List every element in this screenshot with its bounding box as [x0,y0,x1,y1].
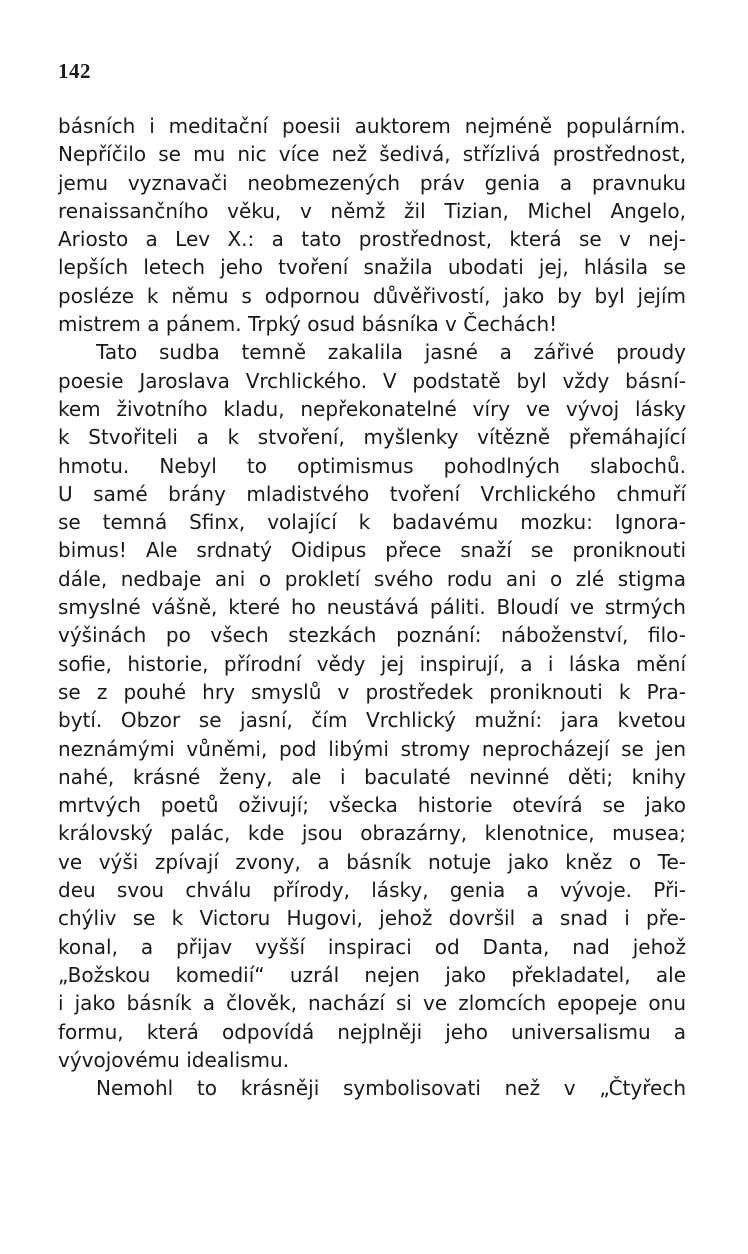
text-line: Tato sudba temně zakalila jasné a zářivé proudy [96,340,686,365]
text-line: nahé, krásné ženy, ale i baculaté nevinné děti; knihy [58,764,686,789]
page-number: 142 [58,59,91,83]
body-text [58,112,686,1102]
text-line: ve výši zpívají zvony, a básník notuje jako kněz o Te- [58,849,686,874]
text-line: „Božskou komedií“ uzrál nejen jako překladatel, ale [58,962,686,987]
text-line: jemu vyznavači neobmezených práv genia a pravnuku [58,170,686,195]
text-line: sofie, historie, přírodní vědy jej inspirují, a i láska mění [58,651,686,676]
text-line: neznámými vůněmi, pod libými stromy neprocházejí se jen [58,736,686,761]
text-line: výšinách po všech stezkách poznání: náboženství, filo- [58,623,686,648]
text-line: lepších letech jeho tvoření snažila ubodati jej, hlásila se [58,255,686,280]
text-line: královský palác, kde jsou obrazárny, klenotnice, musea; [58,821,686,846]
text-line: Nepříčilo se mu nic více než šedivá, střízlivá prostřednost, [58,142,686,167]
text-line: posléze k němu s odpornou důvěřivostí, jako by byl jejím [58,283,686,308]
text-line: poesie Jaroslava Vrchlického. V podstatě byl vždy básní- [58,368,686,393]
text-line: i jako básník a člověk, nachází si ve zlomcích epopeje onu [58,991,686,1016]
text-line: mrtvých poetů oživují; všecka historie otevírá se jako [58,793,686,818]
text-line: smyslné vášně, které ho neustává páliti. Bloudí ve strmých [58,595,686,620]
text-line: renaissančního věku, v němž žil Tizian, Michel Angelo, [58,198,686,223]
text-line: básních i meditační poesii auktorem nejméně populárním. [58,114,686,138]
text-line: kem životního kladu, nepřekonatelné víry ve vývoj lásky [58,396,686,421]
text-line: Ariosto a Lev X.: a tato prostřednost, která se v nej- [58,227,686,252]
text-line: dále, nedbaje ani o prokletí svého rodu ani o zlé stigma [58,566,686,591]
text-line: k Stvořiteli a k stvoření, myšlenky vítězně přemáhající [58,425,686,450]
text-line: formu, která odpovídá nejplněji jeho universalismu a [58,1019,686,1044]
text-line: konal, a přijav vyšší inspiraci od Danta, nad jehož [58,934,686,959]
text-line: vývojovému idealismu. [58,1047,290,1072]
text-line: U samé brány mladistvého tvoření Vrchlického chmuří [58,481,686,506]
text-line: bytí. Obzor se jasní, čím Vrchlický mužní: jara kvetou [58,708,686,733]
text-line: deu svou chválu přírody, lásky, genia a vývoje. Při- [58,878,686,903]
text-line: bimus! Ale srdnatý Oidipus přece snaží se proniknouti [58,538,686,563]
text-line: hmotu. Nebyl to optimismus pohodlných slabochů. [58,453,686,478]
text-line: se z pouhé hry smyslů v prostředek proniknouti k Pra- [58,679,686,704]
text-line: chýliv se k Victoru Hugovi, jehož dovršil a snad i pře- [58,906,686,931]
text-line: Nemohl to krásněji symbolisovati než v „Čtyřech [96,1076,686,1101]
text-line: se temná Sfinx, volající k badavému mozku: Ignora- [58,510,686,535]
text-line: mistrem a pánem. Trpký osud básníka v Čechách! [58,312,558,337]
